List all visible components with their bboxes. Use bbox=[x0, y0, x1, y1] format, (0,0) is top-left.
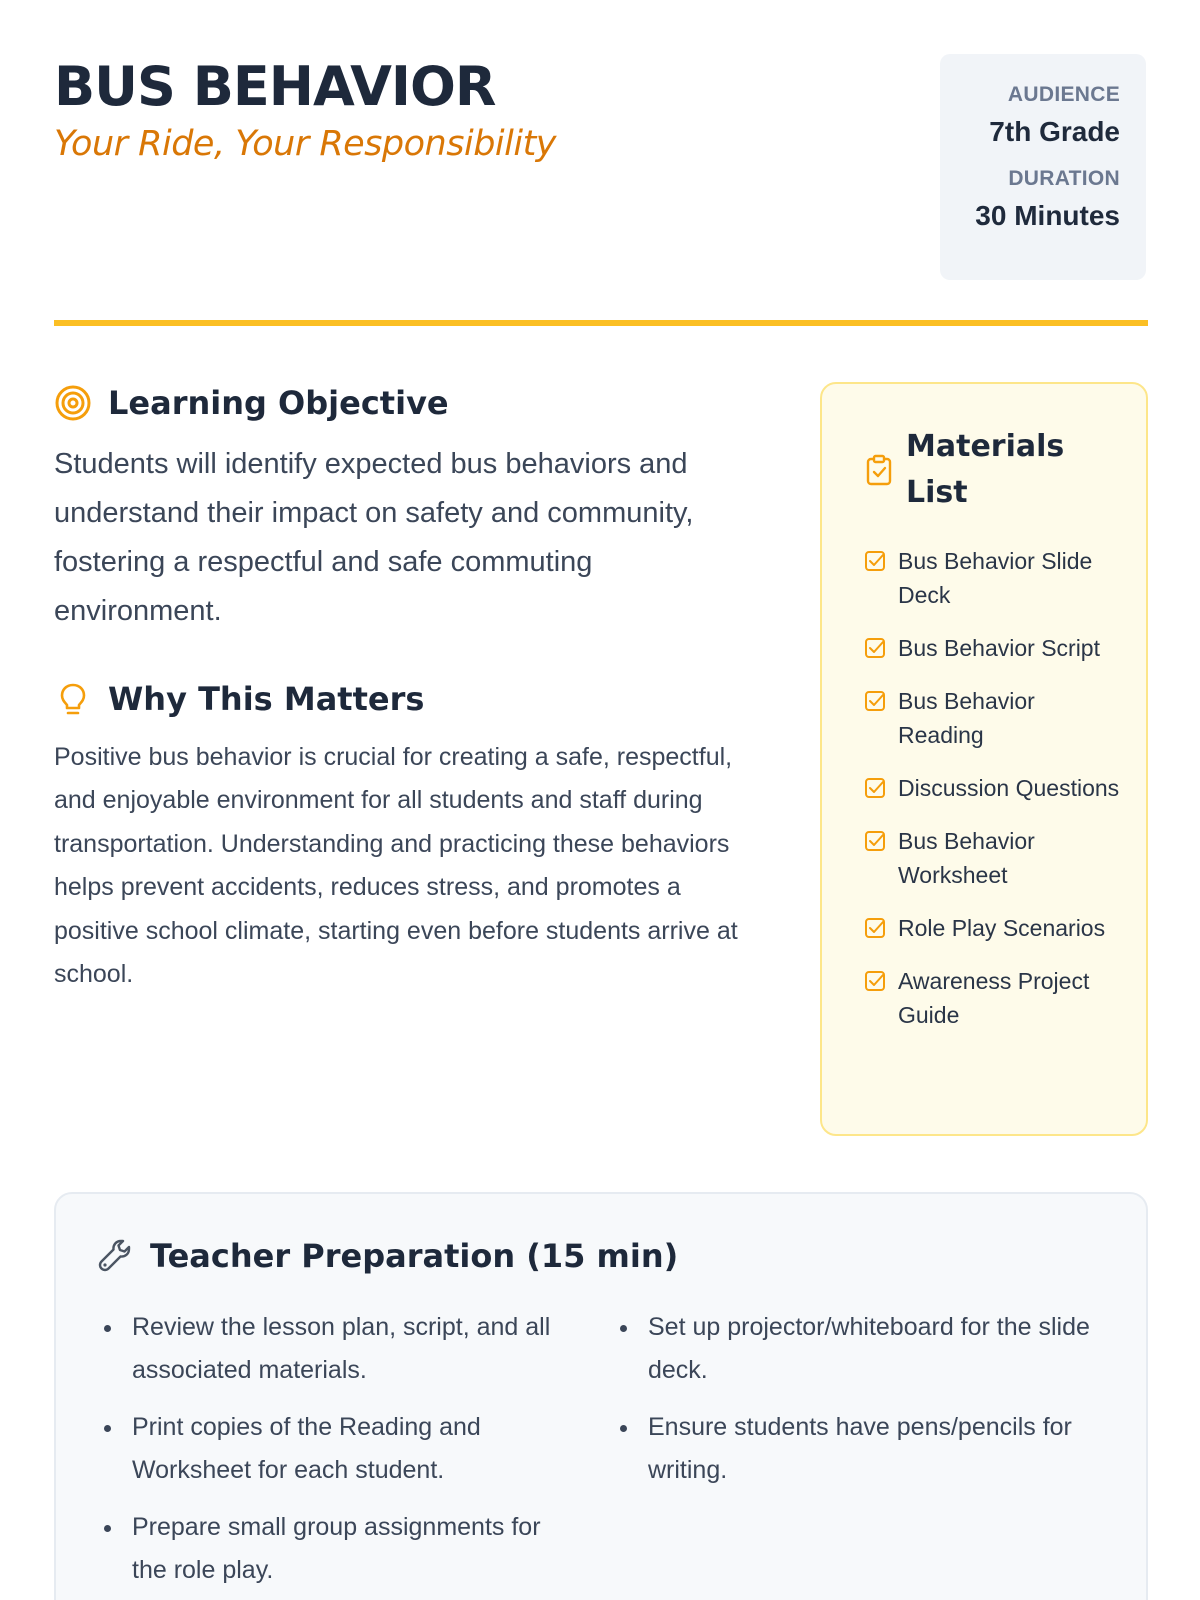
checkbox-check-icon bbox=[864, 550, 886, 572]
objective-text: Students will identify expected bus behaviors and understand their impact on safety and community, fostering a respectful and safe commuting environment. bbox=[54, 448, 694, 627]
clipboard-check-icon bbox=[864, 453, 894, 487]
material-label: Awareness Project Guide bbox=[898, 968, 1090, 1028]
checkbox-check-icon bbox=[864, 637, 886, 659]
list-item: Review the lesson plan, script, and all associated materials. bbox=[100, 1306, 560, 1393]
materials-heading bbox=[864, 424, 1066, 516]
prep-heading bbox=[96, 1236, 678, 1276]
header bbox=[54, 52, 1146, 280]
list-item bbox=[864, 684, 1124, 752]
page-subtitle: Your Ride, Your Responsibility bbox=[54, 124, 557, 164]
material-label: Bus Behavior Worksheet bbox=[898, 828, 1035, 888]
lesson-meta-box bbox=[940, 54, 1146, 280]
wrench-icon bbox=[96, 1236, 136, 1276]
audience-value: 7th Grade bbox=[989, 116, 1120, 147]
list-item: Ensure students have pens/pencils for writing. bbox=[616, 1406, 1116, 1493]
why-heading bbox=[54, 680, 424, 718]
list-item bbox=[864, 544, 1124, 612]
checkbox-check-icon bbox=[864, 777, 886, 799]
audience-label: AUDIENCE bbox=[1007, 83, 1120, 106]
materials-heading-text: Materials List bbox=[906, 429, 1065, 510]
duration-value: 30 Minutes bbox=[975, 200, 1120, 231]
checkbox-check-icon bbox=[864, 690, 886, 712]
prep-list-right bbox=[616, 1306, 1116, 1506]
why-text: Positive bus behavior is crucial for creating a safe, respectful, and enjoyable environment for all students and staff during transportation. Understanding and practicing these behaviors helps prevent accidents, reduces stress, and promotes a positive school climate, starting even before students arrive at school. bbox=[54, 743, 738, 989]
list-item bbox=[864, 771, 1124, 805]
prep-heading-text: Teacher Preparation (15 min) bbox=[150, 1237, 679, 1275]
list-item: Prepare small group assignments for the role play. bbox=[100, 1506, 560, 1593]
teacher-prep-card bbox=[54, 1192, 1148, 1600]
checkbox-check-icon bbox=[864, 830, 886, 852]
duration-label: DURATION bbox=[1008, 167, 1120, 190]
header-divider bbox=[54, 320, 1148, 326]
checkbox-check-icon bbox=[864, 917, 886, 939]
materials-card bbox=[820, 382, 1148, 1136]
page-title: BUS BEHAVIOR bbox=[54, 55, 496, 118]
list-item: Print copies of the Reading and Worksheet for each student. bbox=[100, 1406, 560, 1493]
checkbox-check-icon bbox=[864, 970, 886, 992]
objective-heading-text: Learning Objective bbox=[108, 384, 449, 422]
material-label: Bus Behavior Reading bbox=[898, 688, 1035, 748]
list-item: Set up projector/whiteboard for the slide deck. bbox=[616, 1306, 1116, 1393]
list-item bbox=[864, 824, 1124, 892]
material-label: Bus Behavior Script bbox=[898, 635, 1100, 661]
list-item bbox=[864, 964, 1124, 1032]
material-label: Bus Behavior Slide Deck bbox=[898, 548, 1093, 608]
material-label: Discussion Questions bbox=[898, 775, 1120, 801]
why-heading-text: Why This Matters bbox=[108, 680, 425, 718]
materials-list bbox=[864, 544, 1124, 1051]
list-item bbox=[864, 631, 1124, 665]
prep-list-left bbox=[100, 1306, 560, 1600]
material-label: Role Play Scenarios bbox=[898, 915, 1106, 941]
objective-heading bbox=[54, 384, 449, 422]
list-item bbox=[864, 911, 1124, 945]
lightbulb-icon bbox=[54, 680, 92, 718]
target-icon bbox=[54, 384, 92, 422]
